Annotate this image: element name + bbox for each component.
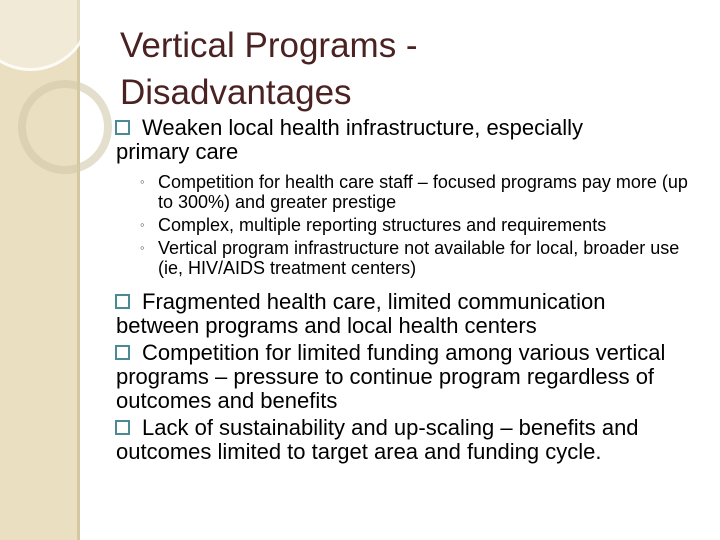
sub-bullet-text: Vertical program infrastructure not available for local, broader use (ie, HIV/AIDS treatment centers) <box>158 238 680 278</box>
square-bullet-icon <box>115 294 130 309</box>
bullet-text: Competition for limited funding among various vertical programs – pressure to continue program regardless of outcomes and benefits <box>116 340 666 413</box>
decorative-ring <box>18 80 112 174</box>
bullet-text: Weaken local health infrastructure, especially primary care <box>116 115 584 164</box>
sub-bullet-item <box>116 238 716 278</box>
circle-bullet-icon: ◦ <box>140 174 145 189</box>
square-bullet-icon <box>115 345 130 360</box>
bullet-text: Lack of sustainability and up-scaling – benefits and outcomes limited to target area and funding cycle. <box>116 415 639 464</box>
slide-title: Vertical Programs - Disadvantages <box>120 26 418 112</box>
bullet-text: Fragmented health care, limited communication between programs and local health centers <box>116 289 606 338</box>
bullet-item <box>116 416 716 464</box>
circle-bullet-icon: ◦ <box>140 217 145 232</box>
bullet-item <box>116 116 716 164</box>
sub-bullet-text: Competition for health care staff – focused programs pay more (up to 300%) and greater prestige <box>158 172 688 212</box>
square-bullet-icon <box>115 120 130 135</box>
circle-bullet-icon: ◦ <box>140 240 145 255</box>
square-bullet-icon <box>115 420 130 435</box>
sub-bullet-item <box>116 172 716 212</box>
bullet-item <box>116 290 716 338</box>
sub-bullet-text: Complex, multiple reporting structures and requirements <box>158 215 607 235</box>
bullet-item <box>116 341 716 413</box>
slide-body <box>116 116 716 467</box>
sub-bullet-item <box>116 215 716 235</box>
